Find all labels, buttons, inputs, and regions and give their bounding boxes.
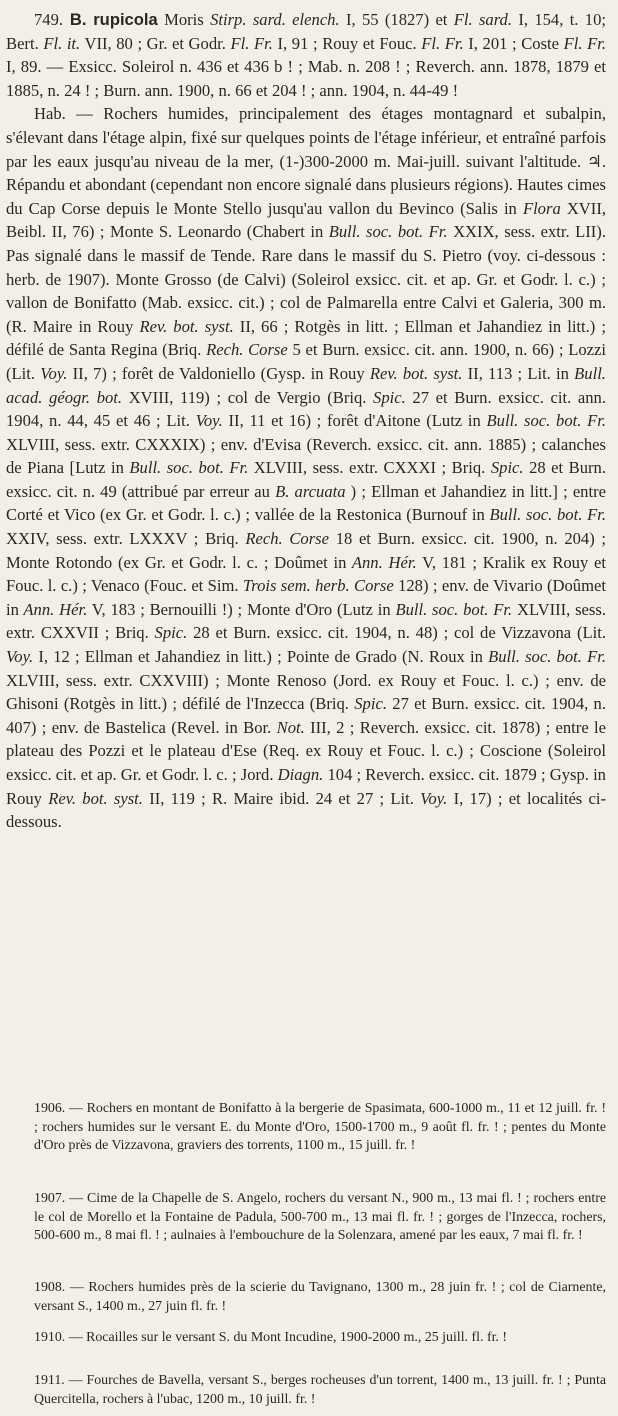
reference-title: Not. <box>276 717 305 737</box>
reference-title: Stirp. sard. elench. <box>210 10 340 29</box>
species-name: B. rupicola <box>69 10 158 29</box>
habitat-text: II, 66 ; Rotgès in litt. ; Ellman et Jahandiez in litt.) ; défilé de Santa Regina (Briq. <box>6 316 606 360</box>
habitat-text: 104 ; Reverch. exsicc. cit. 1879 ; Gysp. in Rouy <box>6 765 606 808</box>
habitat-text: II, 113 ; Lit. in <box>467 363 569 383</box>
habitat-text: I, 12 ; Ellman et Jahandiez in litt.) ; Pointe de Grado (N. Roux in <box>38 647 483 667</box>
reference-title: Diagn. <box>277 765 324 784</box>
reference-title: Spic. <box>373 387 406 407</box>
reference-title: B. arcuata <box>275 481 346 501</box>
herbarium-note-1911 <box>10 1372 606 1409</box>
habitat-text: XXIX, sess. extr. LII). Pas signalé dans le massif de Tende. Rare dans le massif du S. Pietro (voy. ci-dessous : herb. de 1907). Monte Grosso (de Calvi) (Soleirol exsicc. cit. et ap. Gr. et Godr. l. c.) ; vallon de Bonifatto (Mab. exsicc. cit.) ; col de Palmarella entre Calvi et Galeria, 300 m. (R. Maire in Rouy <box>6 222 606 336</box>
habitat-text: II, 11 et 16) ; forêt d'Aitone (Lutz in <box>228 411 481 431</box>
reference-title: Bull. soc. bot. Fr. <box>129 458 249 478</box>
reference-title: Rech. Corse <box>206 340 288 360</box>
reference-text: VII, 80 ; Gr. et Godr. <box>84 33 226 53</box>
reference-title: Trois sem. herb. Corse <box>242 576 394 596</box>
habitat-text: 18 et Burn. exsicc. cit. 1900, n. 204) ; Monte Rotondo (ex Gr. et Godr. l. c. ; Doûmet in <box>6 529 607 572</box>
reference-title: Fl. Fr. <box>563 33 607 53</box>
habitat-text: XLVIII, sess. extr. CXXVIII) ; Monte Renoso (Jord. ex Rouy et Fouc. l. c.) ; env. de Ghisoni (Rotgès in litt.) ; défilé de l'Inzecca (Briq. <box>6 670 606 714</box>
herbarium-text: 1908. — Rochers humides près de la scierie du Tavignano, 1300 m., 28 juin fr. ! ; col de Ciarnente, versant S., 1400 m., 27 juin fl. fr. ! <box>34 1280 606 1314</box>
reference-title: Bull. soc. bot. Fr. <box>486 411 607 431</box>
habitat-text: XLVIII, sess. extr. CXXXI ; Briq. <box>253 458 486 478</box>
species-author: Moris <box>164 10 204 29</box>
reference-title: Ann. Hér. <box>23 599 88 619</box>
herbarium-note-1907 <box>10 1190 606 1246</box>
reference-title: Bull. soc. bot. Fr. <box>328 222 448 242</box>
reference-title: Voy. <box>195 411 223 431</box>
reference-title: Ann. Hér. <box>351 552 417 572</box>
reference-title: Bull. soc. bot. Fr. <box>489 505 606 525</box>
reference-title: Voy. <box>6 647 34 667</box>
reference-title: Fl. sard. <box>453 10 513 29</box>
herbarium-text: 1910. — Rocailles sur le versant S. du Mont Incudine, 1900-2000 m., 25 juill. fl. fr. ! <box>34 1330 507 1345</box>
habitat-text: II, 119 ; R. Maire ibid. 24 et 27 ; Lit. <box>149 788 414 808</box>
habitat-text: Hab. — Rochers humides, principalement des étages montagnard et subalpin, s'élevant dans l'étage alpin, fixé sur quelques points de l'étage inférieur, et entraîné parfois par les eaux jusqu'au niveau de la mer, (1-)300-2000 m. Mai-juill. suivant l'altitude. ♃. Répandu et abondant (cependant non encore signalé dans plusieurs régions). Hautes cimes du Cap Corse depuis le Monte Stello jusqu'au vallon du Bevinco (Salis in <box>6 104 606 218</box>
habitat-text: II, 7) ; forêt de Valdoniello (Gysp. in Rouy <box>72 363 365 383</box>
species-entry <box>6 8 606 834</box>
reference-text: I, 89. — Exsicc. Soleirol n. 436 et 436 b ! ; Mab. n. 208 ! ; Reverch. ann. 1878, 1879 et 1885, n. 24 ! ; Burn. ann. 1900, n. 66 et 204 ! ; ann. 1904, n. 44-49 ! <box>6 57 606 100</box>
habitat-text: 27 et Burn. exsicc. cit. 1904, n. 407) ; env. de Bastelica (Revel. in Bor. <box>6 694 607 737</box>
reference-title: Voy. <box>420 788 448 808</box>
habitat-text: XXIV, sess. extr. LXXXV ; Briq. <box>6 529 239 549</box>
habitat-text: 28 et Burn. exsicc. cit. n. 49 (attribué par erreur au <box>6 458 606 501</box>
habitat-text: III, 2 ; Reverch. exsicc. cit. 1878) ; entre le plateau des Pozzi et le plateau d'Ese (Req. ex Rouy et Fouc. l. c.) ; Coscione (Soleirol exsicc. cit. et ap. Gr. et Godr. l. c. ; Jord. <box>6 717 606 784</box>
reference-text: I, 201 ; Coste <box>468 33 560 53</box>
reference-title: Rev. bot. syst. <box>369 363 463 383</box>
herbarium-text: 1911. — Fourches de Bavella, versant S., berges rocheuses d'un torrent, 1400 m., 13 juill. fr. ! ; Punta Quercitella, rochers à l'ubac, 1200 m., 10 juill. fr. ! <box>34 1373 606 1407</box>
herbarium-note-1910 <box>10 1329 606 1348</box>
reference-title: Rech. Corse <box>245 529 330 549</box>
habitat-text: V, 183 ; Bernouilli !) ; Monte d'Oro (Lutz in <box>91 599 391 619</box>
species-number: 749. <box>34 10 64 29</box>
habitat-text: V, 181 ; Kralik ex Rouy et Fouc. l. c.) ; Venaco (Fouc. et Sim. <box>6 552 606 596</box>
habitat-text: ) ; Ellman et Jahandiez in litt.] ; entre Corté et Vico (ex Gr. et Godr. l. c.) ; vallée de la Restonica (Burnouf in <box>6 481 606 525</box>
reference-title: Fl. Fr. <box>421 33 464 53</box>
reference-title: Fl. it. <box>43 33 81 53</box>
reference-title: Bull. soc. bot. Fr. <box>488 647 606 667</box>
reference-title: Fl. Fr. <box>230 33 273 53</box>
reference-text: I, 154, t. 10; Bert. <box>6 10 606 53</box>
habitat-text: 5 et Burn. exsicc. cit. ann. 1900, n. 66) ; Lozzi (Lit. <box>6 340 607 383</box>
habitat-text: 28 et Burn. exsicc. cit. 1904, n. 48) ; col de Vizzavona (Lit. <box>193 623 606 643</box>
habitat-text: XLVIII, sess. extr. CXXXIX) ; env. d'Evisa (Reverch. exsicc. cit. ann. 1885) ; calanches de Piana [Lutz in <box>6 434 606 478</box>
herbarium-text: 1907. — Cime de la Chapelle de S. Angelo, rochers du versant N., 900 m., 13 mai fl. ! ; rochers entre le col de Morello et la Fontaine de Padula, 500-700 m., 13 mai fl. fr. ! ; gorges de l'Inzecca, rochers, 500-600 m., 8 mai fl. ! ; aulnaies à l'embouchure de la Solenzara, amené par les eaux, 7 mai fl. fr. ! <box>34 1191 606 1244</box>
reference-title: Rev. bot. syst. <box>48 788 143 808</box>
habitat-text: 128) ; env. de Vivario (Doûmet in <box>6 576 606 619</box>
reference-title: Voy. <box>40 363 68 383</box>
habitat-paragraph <box>6 102 606 833</box>
habitat-text: I, 17) ; et localités ci-dessous. <box>6 788 607 832</box>
reference-text: I, 91 ; Rouy et Fouc. <box>277 33 417 53</box>
reference-text: I, 55 (1827) et <box>345 10 448 29</box>
habitat-text: XLVIII, sess. extr. CXXVII ; Briq. <box>6 599 606 643</box>
reference-title: Rev. bot. syst. <box>139 316 234 336</box>
reference-title: Flora <box>522 198 561 218</box>
reference-title: Spic. <box>354 694 387 714</box>
herbarium-note-1908 <box>10 1279 606 1316</box>
reference-title: Spic. <box>490 458 524 478</box>
citation-paragraph <box>6 8 606 102</box>
habitat-text: XVIII, 119) ; col de Vergio (Briq. <box>128 387 367 407</box>
habitat-text: XVII, Beibl. II, 76) ; Monte S. Leonardo (Chabert in <box>6 198 606 242</box>
reference-title: Spic. <box>154 623 188 643</box>
reference-title: Bull. soc. bot. Fr. <box>395 599 513 619</box>
reference-title: Bull. acad. géogr. bot. <box>6 363 606 407</box>
habitat-text: 27 et Burn. exsicc. cit. ann. 1904, n. 44, 45 et 46 ; Lit. <box>6 387 606 431</box>
herbarium-text: 1906. — Rochers en montant de Bonifatto à la bergerie de Spasimata, 600-1000 m., 11 et 12 juill. fr. ! ; rochers humides sur le versant E. du Monte d'Oro, 1500-1700 m., 9 août fl. fr. ! ; pentes du Monte d'Oro près de Vizzavona, graviers des torrents, 1100 m., 15 juill. fr. ! <box>34 1101 606 1154</box>
herbarium-note-1906 <box>10 1100 606 1156</box>
